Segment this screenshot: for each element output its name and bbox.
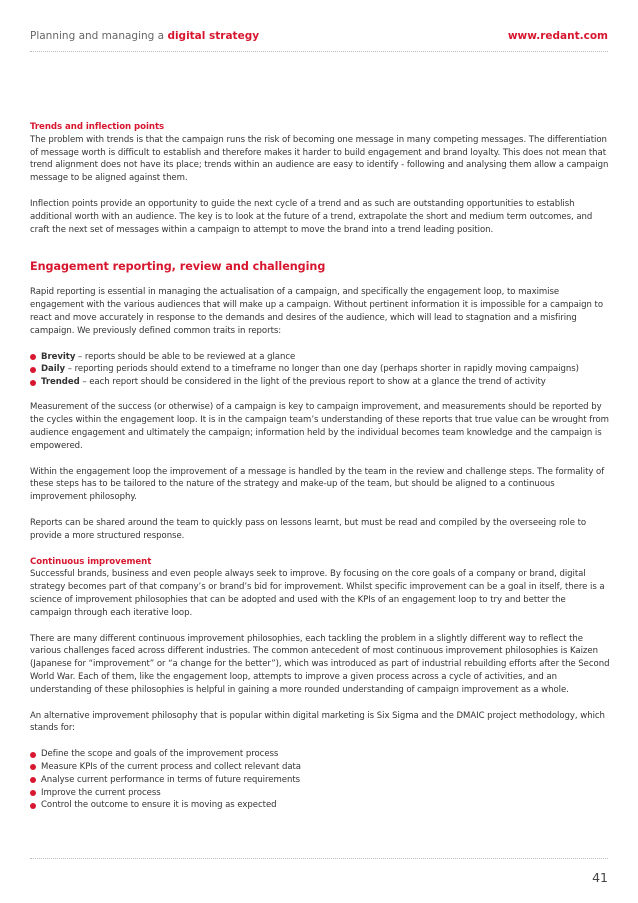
bullet-icon [30, 764, 36, 770]
trends-paragraph-2: Inflection points provide an opportunity to guide the next cycle of a trend and as such are outstanding opportunities to establish additional worth with an audience. The key is to look at the future of a trend, extrapolate the short and medium term outcomes, and craft the next set of messages within a campaign to attempt to move the brand into a trend leading position. [30, 198, 593, 235]
engagement-paragraph-3: Within the engagement loop the improvement of a message is handled by the team in the review and challenge steps. The formality of these steps has to be tailored to the nature of the strategy and make-up of the team, but should be aligned to a continuous improvement philosophy. [30, 466, 605, 503]
bullet-icon [30, 354, 36, 360]
dmaic-step: Analyse current performance in terms of future requirements [41, 774, 301, 785]
list-item [30, 376, 610, 389]
list-item [30, 363, 610, 376]
ci-paragraph-3: An alternative improvement philosophy that is popular within digital marketing is Six Sigma and the DMAIC project methodology, which stands for: [30, 710, 605, 734]
ci-paragraph-2: There are many different continuous improvement philosophies, each tackling the problem in a slightly different way to reflect the various challenges faced across different industries. The common antecedent of most continuous improvement philosophies is Kaizen (Japanese for “improvement” or “a change for the better”), which was introduced as part of industrial rebuilding efforts after the Second World War. Each of them, like the engagement loop, attempts to improve a given process across a cycle of activities, and an understanding of these philosophies is helpful in gaining a more rounded understanding of campaign improvement as a whole. [30, 633, 610, 695]
engagement-heading: Engagement reporting, review and challenging [30, 260, 326, 274]
dmaic-step: Define the scope and goals of the improvement process [41, 749, 279, 760]
list-item [30, 774, 610, 787]
page-body [30, 121, 610, 825]
list-item [30, 761, 610, 774]
bullet-icon [30, 380, 36, 386]
dmaic-step: Measure KPIs of the current process and collect relevant data [41, 761, 301, 772]
engagement-paragraph-2: Measurement of the success (or otherwise) of a campaign is key to campaign improvement, and measurements should be reported by the cycles within the engagement loop. It is in the campaign team’s understanding of these reports that true value can be wrought from audience engagement and ultimately the campaign; information held by the individual becomes team knowledge and the campaign is empowered. [30, 402, 609, 451]
engagement-paragraph-1: Rapid reporting is essential in managing the actualisation of a campaign, and specifically the engagement loop, to maximise engagement with the various audiences that will make up a campaign. Without pertinent information it is impossible for a campaign to react and move accurately in response to the demands and desires of the audience, which will lead to stagnation and a misfiring campaign. We previously defined common traits in reports: [30, 287, 604, 336]
trait-text: – reporting periods should extend to a timeframe no longer than one day (perhaps shorter in rapidly moving campaigns) [65, 364, 579, 375]
continuous-improvement-heading: Continuous improvement [30, 556, 152, 567]
trends-heading: Trends and inflection points [30, 122, 165, 132]
bullet-icon [30, 790, 36, 796]
list-item [30, 787, 610, 800]
trait-term: Brevity [41, 351, 76, 362]
title-emphasis: digital strategy [167, 30, 260, 42]
list-item [30, 799, 610, 812]
trends-paragraph-1: The problem with trends is that the campaign runs the risk of becoming one message in many competing messages. The differentiation of message worth is difficult to establish and therefore makes it harder to build engagement and brand loyalty. This does not mean that trend alignment does not have its place; trends within an audience are easy to identify - following and analysing them allow a campaign message to be aligned against them. [30, 134, 609, 184]
trait-term: Trended [41, 377, 80, 388]
dmaic-list [30, 748, 610, 812]
header-divider [30, 51, 608, 52]
bullet-icon [30, 367, 36, 373]
website-link[interactable]: www.redant.com [507, 30, 608, 42]
list-item [30, 748, 610, 761]
engagement-paragraph-4: Reports can be shared around the team to quickly pass on lessons learnt, but must be read and compiled by the overseeing role to provide a more structured response. [30, 518, 587, 541]
trait-text: – each report should be considered in the light of the previous report to show at a glance the trend of activity [79, 377, 546, 388]
trait-term: Daily [41, 364, 66, 375]
document-title [30, 30, 259, 42]
footer-divider [30, 858, 608, 859]
page-header [30, 30, 608, 46]
page-number: 41 [592, 870, 608, 885]
bullet-icon [30, 752, 36, 758]
ci-paragraph-1: Successful brands, business and even people always seek to improve. By focusing on the core goals of a company or brand, digital strategy becomes part of that company’s or brand’s bid for improvement. Whilst specific improvement can be a goal in itself, there is a science of improvement philosophies that can be adopted and used with the KPIs of an engagement loop to try and better the campaign through each iterative loop. [30, 569, 605, 618]
title-prefix: Planning and managing a [30, 30, 165, 42]
bullet-icon [30, 777, 36, 783]
list-item [30, 351, 610, 364]
dmaic-step: Improve the current process [41, 787, 161, 798]
trait-text: – reports should be able to be reviewed at a glance [75, 351, 296, 362]
bullet-icon [30, 803, 36, 809]
report-traits-list [30, 351, 610, 389]
dmaic-step: Control the outcome to ensure it is moving as expected [41, 800, 277, 811]
